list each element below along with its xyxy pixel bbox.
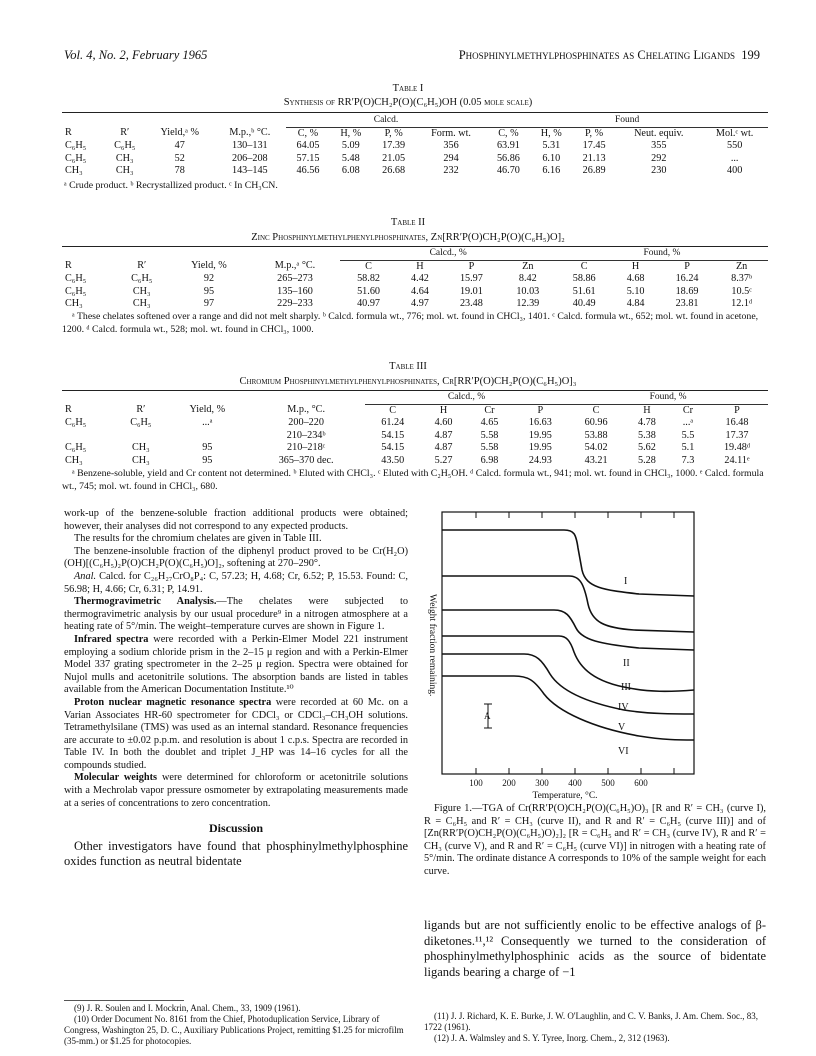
table-cell: 6.10	[542, 152, 561, 164]
table-cell: 5.5	[681, 429, 695, 441]
reference-item: (11) J. J. Richard, K. E. Burke, J. W. O'Laughlin, and C. V. Banks, J. Am. Chem. Soc., 83, 1722 (1961).	[424, 1011, 758, 1032]
table3-col-header: P	[734, 404, 740, 416]
page-number: 199	[741, 48, 760, 62]
table-cell: 46.56	[296, 165, 320, 176]
tga-curve-IV	[442, 636, 694, 691]
curve-label-I: I	[624, 576, 628, 587]
table-cell: CH₃	[131, 442, 150, 453]
figure-1	[424, 504, 766, 801]
table-cell: C₆H₅	[65, 140, 87, 151]
table-cell: 24.93	[528, 454, 552, 466]
table-cell: 17.37	[725, 429, 749, 441]
table2-col-header: C	[365, 260, 372, 272]
references-right	[424, 1011, 766, 1044]
table-row	[62, 140, 768, 153]
curve-label-VI: VI	[618, 746, 629, 757]
table3-col-header: C	[592, 404, 600, 416]
plot-frame	[442, 512, 694, 774]
table-cell: 5.09	[341, 140, 360, 151]
tga-curve-II	[442, 576, 694, 632]
table-cell: 365–370 dec.	[278, 454, 334, 466]
table-cell: 4.84	[626, 298, 645, 309]
curve-label-IV: IV	[618, 702, 629, 713]
table3-col-header: R	[65, 404, 72, 416]
table1-header-row	[62, 127, 768, 140]
table-cell: C₆H₅	[65, 442, 87, 453]
table-cell	[115, 430, 168, 443]
right-column-text: ligands but are not sufficiently enolic to be effective analogs of β-diketones.¹¹,¹² Consequently we turned to the consideration of phosphinylmethylphosphinic acids as the source of bidentate ligands bearing a charge of −1	[424, 918, 766, 979]
table-cell: CH₃	[115, 165, 134, 176]
body-paragraph: Proton nuclear magnetic resonance spectra were recorded at 60 Mc. on a Varian Associates HR-60 spectrometer for CDCl₃ or CDCl₃–CH₃OH solutions. Tetramethylsilane (TMS) was used as an internal standard. Resonance frequencies are accurate to ±0.02 p.p.m. and resolution is about 1 c.p.s. Spectra are recorded in Table IV. In both the doublet and triplet J_HP was 14–16 cycles for all the compounds studied.	[64, 696, 408, 771]
table-cell: CH₃	[65, 454, 83, 466]
table-cell: 6.98	[480, 454, 499, 466]
table-cell: 16.63	[528, 417, 552, 428]
table2-col-header: C	[580, 260, 588, 272]
table-cell: 17.45	[582, 140, 606, 151]
table-cell: 10.5ᶜ	[731, 285, 752, 297]
table1-col-header: Mol.ᶜ wt.	[715, 127, 754, 139]
table1-col-header: P, %	[585, 127, 604, 139]
table3-col-header: Cr	[682, 404, 694, 416]
table-cell: 8.37ᵇ	[731, 273, 753, 284]
footnote-rule	[64, 1000, 184, 1001]
table-cell: 210–218ᶜ	[287, 442, 326, 453]
table-cell: 56.86	[496, 152, 520, 164]
body-paragraph: Molecular weights were determined for chloroform or acetonitrile solutions with a Mechrolab vapor pressure osmometer by extrapolating measurements made at a series of concentrations to zero concentration.	[64, 772, 408, 809]
table-cell: 5.31	[542, 140, 561, 151]
table2-col-header: R′	[137, 260, 147, 272]
table2-header-row	[62, 260, 768, 273]
table-cell: 210–234ᵇ	[286, 429, 326, 441]
table1-body	[62, 140, 768, 178]
table-cell: 51.60	[357, 285, 380, 297]
table-cell: 19.95	[528, 429, 552, 441]
table-cell: 52	[174, 152, 185, 164]
table-cell: 5.58	[480, 442, 499, 453]
table-cell: C₆H₅	[114, 140, 136, 151]
table3	[62, 391, 768, 467]
table-cell: 5.27	[434, 454, 453, 466]
table-cell: 265–273	[277, 273, 313, 284]
tga-curve-V	[442, 654, 694, 714]
figure-caption: Figure 1.—TGA of Cr(RR′P(O)CH₂P(O)(C₆H₅)O)₃ [R and R′ = CH₃ (curve I), R = C₆H₅ and R′ = CH₃ (curve II), and R and R′ = C₆H₅ (curve III)] and of [Zn(RR′P(O)CH₂P(O)(C₆H₅)O)₂]₂ [R = C₆H₅ and R′ = CH₃ (curve IV), R and R′ = CH₃ (curve V), and R and R′ = C₆H₅ (curve VI)] in nitrogen with a heating rate of 5°/min. The ordinate distance A corresponds to 10% of the sample weight for each curve.	[424, 803, 766, 877]
table-cell: CH₃	[131, 454, 150, 466]
table-cell	[62, 430, 115, 443]
x-tick-label: 500	[601, 778, 615, 788]
table-cell: 5.10	[626, 285, 645, 297]
table1-col-header: P, %	[384, 127, 403, 139]
table2-col-header: R	[65, 260, 72, 272]
reference-item: (10) Order Document No. 8161 from the Chief, Photoduplication Service, Library of Congress, Washington 25, D. C., Auxiliary Publications Project, remitting $1.25 for microfilm (35-mm.) or $1.25 for photocopies.	[64, 1014, 404, 1046]
table3-header-row	[62, 404, 768, 417]
table-cell: 43.21	[584, 454, 608, 466]
table1-col-header: C, %	[498, 127, 519, 139]
table-row	[62, 417, 768, 430]
body-paragraph: The results for the chromium chelates are given in Table III.	[74, 533, 322, 545]
table1-col-header: Neut. equiv.	[634, 127, 684, 139]
table-cell: 12.39	[516, 298, 540, 309]
table-row	[62, 430, 768, 443]
table-cell: 7.3	[681, 454, 695, 466]
table-cell: 4.97	[411, 298, 429, 309]
table-cell: 4.78	[638, 417, 656, 428]
table-cell: 15.97	[459, 273, 483, 284]
running-header	[64, 48, 760, 64]
table-cell: 26.89	[582, 165, 606, 176]
table-cell: 17.39	[382, 140, 406, 151]
table-cell: 16.48	[725, 417, 749, 428]
body-paragraph: Other investigators have found that phosphinylmethylphosphine oxides function as neutral bidentate	[64, 838, 408, 869]
table-cell: 54.15	[381, 442, 405, 453]
body-paragraph: work-up of the benzene-soluble fraction additional products were obtained; however, their analyses did not correspond to any expected products.	[64, 508, 408, 532]
table-cell: CH₃	[132, 298, 151, 309]
table-cell: 19.95	[528, 442, 552, 453]
table1-col-header: Yield,ᵃ %	[160, 127, 199, 139]
table3-col-header: M.p., °C.	[287, 404, 326, 416]
table-cell: C₆H₅	[131, 273, 153, 284]
table-cell: 57.15	[296, 152, 320, 164]
table1-col-header: R′	[120, 127, 130, 139]
table-cell: 356	[443, 140, 459, 151]
journal-volume: Vol. 4, No. 2, February 1965	[64, 48, 208, 62]
body-paragraph: Anal. Calcd. for C₂₆H₂₇CrO₈P₄: C, 57.23; H, 4.68; Cr, 6.52; P, 15.53. Found: C, 56.98; H, 4.66; Cr, 6.31; P, 14.91.	[64, 570, 408, 595]
table-cell: 19.01	[459, 285, 483, 297]
table-cell: 43.50	[381, 454, 405, 466]
table-cell: 292	[651, 152, 667, 164]
running-title: Phosphinylmethylphosphinates as Chelating Ligands 199	[458, 48, 760, 62]
curve-label-II: II	[623, 658, 630, 669]
table-row	[62, 455, 768, 468]
scale-label-a: A	[484, 711, 491, 721]
table1-top-rule	[62, 112, 768, 113]
table-cell: 143–145	[231, 165, 268, 176]
table-cell: 230	[651, 165, 667, 176]
body-paragraph: Infrared spectra were recorded with a Perkin-Elmer Model 221 instrument employing a sodium chloride prism in the 2–15 μ region and with a Perkin-Elmer Model 337 grating spectrometer in the 2–25 μ region. Spectra were obtained for Nujol mulls and acetonitrile solutions. The absorption bands are listed in tables available from the American Documentation Institute.¹⁰	[64, 633, 408, 696]
table-cell: 19.48ᵈ	[723, 442, 751, 453]
table-row	[62, 165, 768, 178]
references-left	[64, 1003, 408, 1047]
table2	[62, 247, 768, 311]
table-cell: 21.05	[382, 152, 406, 164]
x-tick-label: 600	[634, 778, 648, 788]
x-tick-label: 300	[535, 778, 549, 788]
table-row	[62, 286, 768, 299]
table-cell: 23.48	[459, 298, 483, 309]
table-row	[62, 273, 768, 286]
x-tick-label: 200	[502, 778, 516, 788]
table-cell: 4.64	[411, 285, 429, 297]
table-cell: 200–220	[288, 417, 324, 428]
table1-col-header: R	[65, 127, 72, 139]
table2-col-header: H	[416, 260, 424, 272]
table-cell: 78	[174, 165, 185, 176]
table-cell: 232	[443, 165, 459, 176]
table-cell: 18.69	[675, 285, 699, 297]
table1-col-header: C, %	[297, 127, 319, 139]
table-cell: 5.28	[638, 454, 656, 466]
tga-curve-I	[442, 530, 694, 596]
table-cell: 54.02	[584, 442, 608, 453]
table-cell: 54.15	[381, 429, 405, 441]
table-cell: 95	[203, 285, 215, 297]
table-cell: C₆H₅	[65, 152, 87, 164]
table-cell: C₆H₅	[65, 273, 87, 284]
table2-col-header: H	[631, 260, 640, 272]
table-cell: 5.48	[341, 152, 360, 164]
table2-caption: Zinc Phosphinylmethylphenylphosphinates, Zn[RR′P(O)CH₂P(O)(C₆H₅)O]₂	[251, 232, 565, 243]
table-cell: 40.97	[357, 298, 380, 309]
table-cell: ...ᵃ	[682, 417, 694, 428]
table-cell: ...ᵃ	[202, 417, 213, 428]
table3-col-header: C	[389, 404, 397, 416]
table-cell: 206–208	[231, 152, 268, 164]
table3-group-found: Found, %	[568, 391, 768, 404]
section-heading-discussion: Discussion	[208, 821, 264, 836]
table-cell: 5.1	[681, 442, 695, 453]
table1-label: Table I	[392, 83, 424, 94]
table-cell: 10.03	[516, 285, 540, 297]
table1-group-calcd: Calcd.	[286, 114, 486, 127]
table-cell: 26.68	[382, 165, 406, 176]
table3-col-header: H	[643, 404, 651, 416]
table1-col-header: M.p.,ᵇ °C.	[229, 127, 271, 139]
table3-col-header: H	[439, 404, 448, 416]
table-cell: 60.96	[584, 417, 608, 428]
left-column	[64, 508, 408, 870]
table2-col-header: P	[468, 260, 475, 272]
curve-label-V: V	[618, 722, 626, 733]
reference-item: (12) J. A. Walmsley and S. Y. Tyree, Inorg. Chem., 2, 312 (1963).	[434, 1033, 670, 1043]
table1-footnote: ᵃ Crude product. ᵇ Recrystallized product. ᶜ In CH₃CN.	[64, 180, 278, 191]
table-cell: 229–233	[277, 298, 313, 309]
table-cell: 21.13	[582, 152, 606, 164]
table-cell: 16.24	[675, 273, 699, 284]
table2-group-found: Found, %	[556, 247, 768, 260]
table-cell	[167, 430, 247, 443]
table-cell: 6.08	[341, 165, 360, 176]
table-cell: 130–131	[231, 140, 268, 151]
table-cell: 63.91	[496, 140, 520, 151]
tga-curve-VI	[442, 676, 694, 740]
table1-col-header: Form. wt.	[431, 127, 471, 139]
table3-col-header: P	[537, 404, 544, 416]
table1-group-found: Found	[486, 114, 768, 127]
table-row	[62, 442, 768, 455]
table3-col-header: Cr	[484, 404, 495, 416]
table1-caption: Synthesis of RR′P(O)CH₂P(O)(C₆H₅)OH (0.05 mole scale)	[283, 97, 533, 108]
table3-label: Table III	[389, 361, 427, 372]
table-cell: 40.49	[572, 298, 596, 309]
table2-label: Table II	[390, 217, 426, 228]
table-cell: 64.05	[296, 140, 320, 151]
table-cell: 5.38	[638, 429, 656, 441]
table3-footnote: ᵃ Benzene-soluble, yield and Cr content not determined. ᵇ Eluted with CHCl₃. ᶜ Eluted with C₂H₅OH. ᵈ Calcd. formula wt., 941; mol. wt. found in CHCl₃, 1000. ᵉ Calcd. formula wt., 745; mol. wt. found in CHCl₃, 680.	[62, 468, 764, 492]
table3-body	[62, 417, 768, 467]
table-cell: 4.60	[434, 417, 453, 428]
body-paragraph: Thermogravimetric Analysis.—The chelates were subjected to thermogravimetric analysis by our usual procedure⁹ in a nitrogen atmosphere at a heating rate of 5°/min. The weight–temperature curves are shown in Figure 1.	[64, 596, 408, 633]
table-cell: C₆H₅	[65, 285, 87, 297]
table2-col-header: Yield, %	[191, 260, 227, 272]
table2-body	[62, 273, 768, 311]
table-cell: 47	[174, 140, 185, 151]
table-row	[62, 153, 768, 166]
table3-col-header: R′	[136, 404, 146, 416]
y-axis-label: Weight fraction remaining.	[427, 594, 437, 697]
table-cell: 58.82	[357, 273, 380, 284]
table-cell: CH₃	[132, 285, 151, 297]
table-cell: 5.62	[638, 442, 656, 453]
table2-col-header: P	[684, 260, 690, 272]
table2-group-calcd: Calcd., %	[340, 247, 556, 260]
table2-col-header: M.p.,ᵃ °C.	[274, 260, 316, 272]
x-tick-label: 400	[568, 778, 582, 788]
table-cell: 4.68	[626, 273, 645, 284]
table-cell: 53.88	[584, 429, 608, 441]
table-cell: 4.87	[434, 442, 453, 453]
table-cell: 51.61	[572, 285, 596, 297]
table-cell: 4.87	[434, 429, 453, 441]
table-cell: 294	[443, 152, 459, 164]
table-cell: 550	[727, 140, 743, 151]
table-cell: 4.42	[411, 273, 429, 284]
reference-item: (9) J. R. Soulen and I. Mockrin, Anal. Chem., 33, 1909 (1961).	[74, 1003, 301, 1013]
table2-col-header: Zn	[522, 260, 534, 272]
table1-col-header: H, %	[540, 127, 562, 139]
tga-plot	[424, 504, 766, 792]
table3-caption: Chromium Phosphinylmethylphenylphosphinates, Cr[RR′P(O)CH₂P(O)(C₆H₅)O]₃	[239, 376, 577, 387]
table-cell: ...	[730, 152, 739, 164]
table-cell: 61.24	[381, 417, 405, 428]
x-tick-label: 100	[469, 778, 483, 788]
table1-col-header: H, %	[340, 127, 362, 139]
table-cell: 6.16	[542, 165, 561, 176]
table-row	[62, 298, 768, 311]
table-cell: 23.81	[675, 298, 699, 309]
table-cell: 24.11ᵉ	[724, 454, 750, 466]
table-cell: 46.70	[496, 165, 520, 176]
table-cell: CH₃	[65, 165, 83, 176]
table-cell: 8.42	[518, 273, 537, 284]
table-cell: C₆H₅	[130, 417, 152, 428]
table-cell: 5.58	[480, 429, 499, 441]
curve-label-III: III	[621, 682, 631, 693]
table-cell: 92	[203, 273, 215, 284]
table-cell: 95	[202, 454, 213, 466]
table3-col-header: Yield, %	[189, 404, 226, 416]
table1	[62, 114, 768, 178]
table-cell: CH₃	[115, 152, 134, 164]
table-cell: CH₃	[65, 298, 83, 309]
table-cell: 58.86	[572, 273, 596, 284]
table-cell: 355	[651, 140, 667, 151]
table2-col-header: Zn	[735, 260, 748, 272]
table-cell: 400	[727, 165, 743, 176]
table2-footnote: ᵃ These chelates softened over a range and did not melt sharply. ᵇ Calcd. formula wt., 776; mol. wt. found in CHCl₃, 1401. ᶜ Calcd. formula wt., 652; mol. wt. found in acetone, 1200. ᵈ Calcd. formula wt., 528; mol. wt. found in CHCl₃, 1000.	[62, 311, 759, 335]
body-paragraph: The benzene-insoluble fraction of the diphenyl product proved to be Cr(H₂O)(OH)[(C₆H₅)₂P(O)CH₂P(O)(C₆H₅)O]₂, softening at 270–290°.	[64, 545, 408, 570]
table-cell: 12.1ᵈ	[731, 298, 753, 309]
table-cell: 135–160	[277, 285, 313, 297]
x-axis-label: Temperature, °C.	[532, 791, 598, 801]
table-cell: 97	[203, 298, 215, 309]
table-cell: C₆H₅	[65, 417, 87, 428]
table-cell: 95	[202, 442, 213, 453]
table-cell: 4.65	[480, 417, 499, 428]
table3-group-calcd: Calcd., %	[365, 391, 568, 404]
